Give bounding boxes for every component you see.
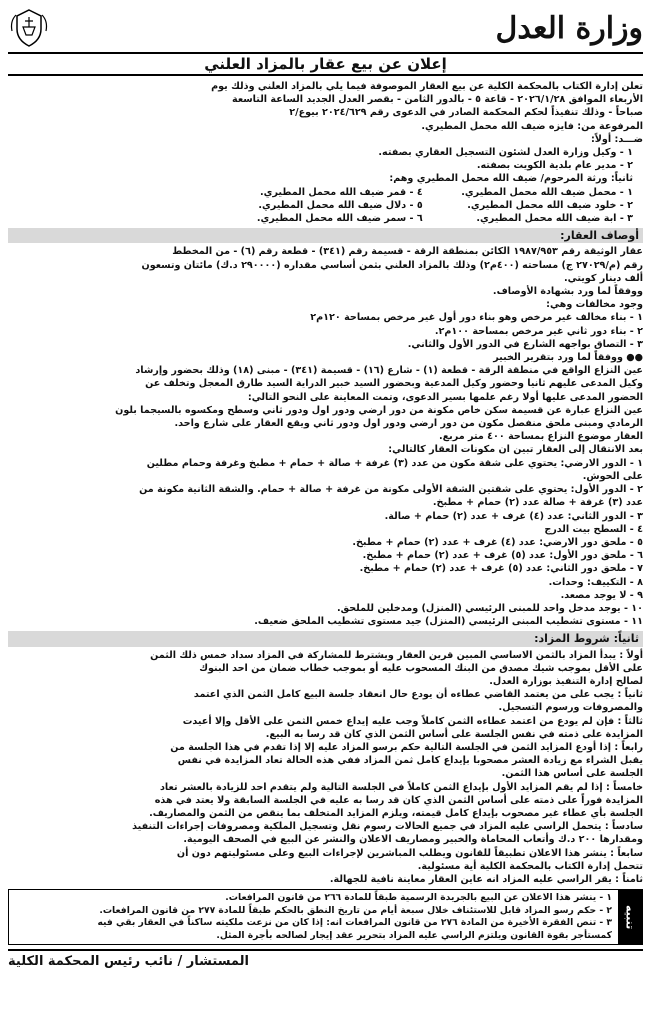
condition-line: المزايدة فوراً على ذمته على أساس الثمن الذي كان قد رسا به عليه في الجلسة السابقة ولا يعتد في هذه [154, 794, 643, 806]
heir-item: ٢ - خلود ضيف الله محمل المطيري. [467, 199, 633, 211]
description-line: ٣ - التصاق بواجهه الشارع في الدور الأول والثاني. [407, 338, 643, 350]
section-heading: ثانياً: شروط المزاد: [8, 631, 643, 646]
property-description [8, 245, 643, 628]
description-line: ٢ - بناء دور ثاني غير مرخص بمساحة ١٠٠م٢. [434, 325, 643, 337]
state-emblem-icon [8, 7, 50, 49]
note-line: ١ - ينشر هذا الاعلان عن البيع بالجريدة الرسمية طبقاً للمادة ٢٦٦ من قانون المرافعات. [225, 892, 612, 904]
description-line: وجود مخالفات وهي: [546, 299, 643, 311]
description-line: ١ - الدور الارضي: يحتوي على شقة مكون من عدد (٣) غرفة + صالة + حمام + مطبخ وغرفة وحمام مطلين [146, 457, 643, 469]
description-line: ٤ - السطح بيت الدرج [544, 523, 643, 535]
description-line: ٨ - التكييف: وحدات. [548, 576, 643, 588]
description-line: الرمادي ومبنى ملحق منفصل مكون من دور ارضي ودور اول ودور ثاني ويقع العقار على شارع واحد. [174, 418, 643, 430]
description-line: ١٠ - يوجد مدخل واحد للمبنى الرئيسي (المنزل) ومدخلين للملحق. [336, 602, 643, 614]
intro-line: صباحاً - وذلك تنفيذاً لحكم المحكمة الصادر في الدعوى رقم ٢٠٢٤/٦٢٩ بيوع/٢ [289, 107, 643, 119]
description-line: عدد (٣) غرفة + صالة عدد (٢) حمام + مطبخ. [432, 497, 643, 509]
description-line: ألف دينار كويتي. [563, 272, 643, 284]
notes-text [9, 890, 618, 944]
auction-conditions [8, 649, 643, 887]
description-line: ١١ - مستوى تشطيب المبنى الرئيسي (المنزل) جيد مستوى تشطيب الملحق ضعيف. [254, 616, 643, 628]
description-line: رقم (م/٢٧٠٢٩ ج) مساحته (٤٠٠م٢) وذلك بالمزاد العلني بثمن أساسي مقداره (٢٩٠٠٠٠ د.ك) مائتان وتسعون [141, 259, 643, 271]
description-line: عقار الوثيقة رقم ١٩٨٧/٩٥٣ الكائن بمنطقة الرقة - قسيمة رقم (٣٤١) - قطعة رقم (٦) - من المخطط [172, 246, 643, 258]
description-line: ٣ - الدور الثاني: عدد (٤) غرف + عدد (٢) حمام + صالة. [384, 510, 643, 522]
footer [8, 949, 643, 969]
condition-line: المزايدة على ذمته في نفس الجلسة على أساس الثمن الذي كان قد رسا به البيع. [265, 728, 643, 740]
heir-item: ٣ - ابة ضيف الله محمل المطيري. [476, 213, 633, 225]
condition-line: تتحمل إدارة الكتاب بالمحكمة الكلية أية مسئولية. [417, 860, 643, 872]
description-line: عين النزاع الواقع في منطقة الرقة - قطعة (١) - شارع (١٦) - قسيمة (٣٤١) - مبنى (١٨) وذلك بحضور وإرشاد [135, 365, 643, 377]
description-line: العقار موضوع النزاع بمساحة ٤٠٠ متر مربع. [438, 431, 643, 443]
condition-line: الجلسة على أساس هذا الثمن. [501, 768, 643, 780]
description-line: ٥ - ملحق دور الارضي: عدد (٤) غرف + عدد (٢) حمام + مطبخ. [352, 536, 643, 548]
condition-line: ثانياً : يجب على من يعتمد القاضي عطاءه أن يودع حال انعقاد جلسة البيع كامل الثمن الذي اعتمد [193, 689, 643, 701]
heir-item: ٤ - قمر ضيف الله محمل المطيري. [260, 186, 423, 198]
condition-line: والمصروفات ورسوم التسجيل. [498, 702, 643, 714]
defendant-item: ١ - وكيل وزارة العدل لشئون التسجيل العقاري بصفته. [378, 147, 633, 159]
header [8, 6, 643, 50]
section-heading: أوصاف العقار: [8, 228, 643, 243]
heir-item: ٦ - سمر ضيف الله محمل المطيري. [256, 213, 423, 225]
condition-line: ثامناً : يقر الراسي عليه المزاد انه عاين العقار معاينة نافية للجهالة. [329, 873, 643, 885]
description-line: الحضور المدعى عليها أولا رغم علمها بسير الدعوى، وتمت المعاينة على النحو التالي: [247, 391, 643, 403]
note-line: ٣ - تنص الفقرة الأخيرة من المادة ٢٧٦ من قانون المرافعات انه: إذا كان من نزعت ملكيته ساكناً في العقار بقي فيه [97, 917, 612, 929]
condition-line: على الأقل بموجب شيك مصدق من البنك المسحوب عليه أو بموجب خطاب ضمان من احد البنوك [199, 662, 643, 674]
announcement-title: إعلان عن بيع عقار بالمزاد العلني [204, 55, 447, 73]
description-line: ووفقاً لما ورد بشهادة الأوصاف. [492, 286, 643, 298]
defendant-item: ٢ - مدير عام بلدية الكويت بصفته. [476, 160, 633, 172]
condition-line: سادساً : يتحمل الراسي عليه المزاد في جميع الحالات رسوم نقل وتسجيل الملكية ومصروفات إجراءات التنفيذ [132, 821, 643, 833]
condition-line: أولاً : يبدأ المزاد بالثمن الاساسي المبين قرين العقار ويشترط للمشاركة في المزاد سداد خمس ذلك الثمن [150, 649, 643, 661]
condition-line: الجلسة بأي عطاء غير مصحوب بإيداع كامل قيمته، ويلزم المزايد المتخلف بما ينقص من الثمن والمصاريف. [149, 807, 643, 819]
intro-line: الأربعاء الموافق ٢٠٢٦/١/٢٨ - قاعة ٥ - بالدور الثامن - بقصر العدل الجديد الساعة التاسعة [232, 94, 643, 106]
heirs-list [8, 186, 643, 226]
description-line: ٧ - ملحق دور الثاني: عدد (٥) غرف + عدد (٢) حمام + مطبخ. [359, 563, 643, 575]
note-line: ٢ - حكم رسو المزاد قابل للاستئناف خلال سبعة أيام من تاريخ النطق بالحكم طبقاً للمادة ٢٧٧ من قانون المرافعات. [99, 904, 612, 916]
note-line: كمستأجر بقوة القانون ويلتزم الراسي عليه المزاد بتحرير عقد إيجار لصالحه بأجرة المثل. [216, 929, 612, 941]
description-line: عين النزاع عبارة عن قسيمة سكن خاص مكونة من دور ارضي ودور اول ودور ثاني وسطح ومكسوه بالسيجما بلون [115, 404, 643, 416]
condition-line: ثالثاً : فإن لم يودع من اعتمد عطاءه الثمن كاملاً وجب عليه إيداع خمس الثمن على الأقل وإلا أعيدت [182, 715, 643, 727]
notes-box [8, 889, 643, 945]
description-line: على الحوش. [582, 470, 643, 482]
description-line: بعد الانتقال إلى العقار تبين ان مكونات العقار كالتالي: [388, 444, 643, 456]
intro-line: تعلن إدارة الكتاب بالمحكمة الكلية عن بيع العقار الموصوفة فيما يلي بالمزاد العلني وذلك يوم [211, 81, 643, 92]
notes-label: تنبيه [618, 890, 642, 944]
description-line: ٢ - الدور الأول: يحتوي على شقتين الشقة الأولى مكونة من غرفة + صالة + حمام. والشقة الثانية مكونة من [139, 484, 643, 496]
condition-line: لصالح إدارة التنفيذ بوزارة العدل. [489, 675, 643, 687]
signature-title: المستشار / نائب رئيس المحكمة الكلية [8, 954, 249, 970]
condition-line: خامساً : إذا لم يقم المزايد الأول بإيداع الثمن كاملاً في الجلسة التالية ولم يتقدم احد للزيادة بالعشر تعاد [160, 781, 643, 793]
condition-line: سابعاً : ينشر هذا الاعلان تطبيقاً للقانون ويطلب المباشرين لإجراءات البيع وعلى مسئوليتهم دون أن [176, 847, 643, 859]
description-line: ●● ووفقاً لما ورد بتقرير الخبير [493, 352, 643, 364]
condition-line: يقبل الشراء مع زيادة العشر مصحوبا بإيداع كامل ثمن المزاد ففي هذه الحالة تعاد المزايدة في نفس [177, 755, 643, 767]
heir-item: ٥ - دلال ضيف الله محمل المطيري. [258, 199, 423, 211]
description-line: ٦ - ملحق دور الأول: عدد (٥) غرف + عدد (٢) حمام + مطبخ. [362, 550, 643, 562]
plaintiff: المرفوعة من: فايزه ضيف الله محمل المطيري. [421, 120, 643, 132]
ministry-name: وزارة العدل [495, 10, 643, 46]
description-line: ٩ - لا يوجد مصعد. [560, 589, 643, 601]
title-bar [8, 52, 643, 76]
heir-item: ١ - محمل ضيف الله محمل المطيري. [461, 186, 633, 198]
description-line: ١ - بناء مخالف غير مرخص وهو بناء دور أول غير مرخص بمساحة ١٢٠م٢ [310, 312, 643, 324]
condition-line: ومقدارها ٢٠٠ د.ك وأتعاب المحاماة والخبير ومصاريف الاعلان والنشر عن البيع في الصحف اليومية. [183, 834, 643, 846]
description-line: وكيل المدعى عليهم ثانيا وحضور وكيل المدعية وبحضور السيد خبير الدراية السيد طارق المعجل وتخلف عن [145, 378, 643, 390]
announcement-body [8, 80, 643, 886]
defendants-label: ضـــد: أولاً: [590, 133, 643, 145]
condition-line: رابعاً : إذا أودع المزايد الثمن في الجلسة التالية حكم برسو المزاد عليه إلا إذا تقدم في هذا الجلسة من [170, 741, 643, 753]
heirs-label: ثانياً: ورثة المرحوم/ ضيف الله محمل المطيري وهم: [389, 173, 633, 185]
